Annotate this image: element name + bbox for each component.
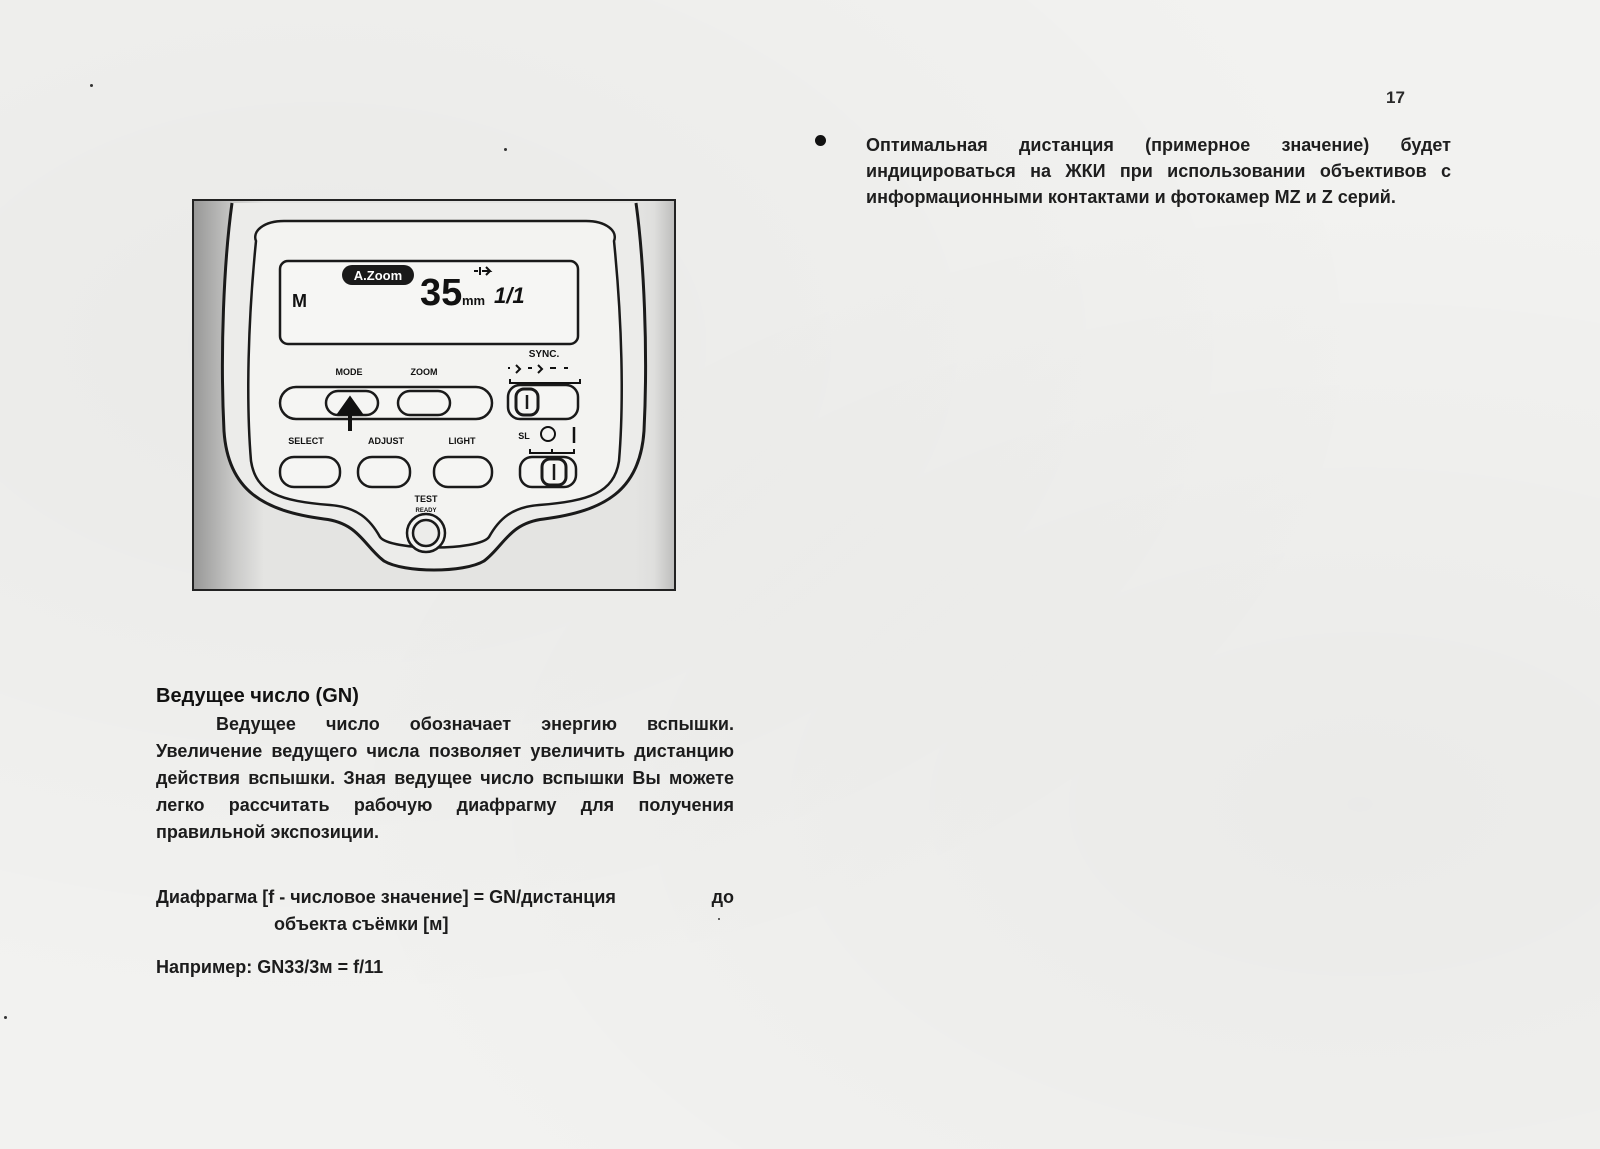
bullet-text: Оптимальная дистанция (примерное значение) будет индицироваться на ЖКИ при использовании объективов с информационными контактами и фотокамер MZ и Z серий. <box>866 135 1451 207</box>
label-light: LIGHT <box>448 436 476 446</box>
lcd-focal-unit: mm <box>462 293 486 308</box>
button-bar-top <box>280 387 492 419</box>
label-zoom: ZOOM <box>410 367 438 377</box>
light-button <box>434 457 492 487</box>
formula-line-2: объекта съёмки [м] <box>274 914 449 934</box>
section-title: Ведущее число (GN) <box>156 685 359 707</box>
test-button-inner <box>413 520 439 546</box>
lcd-focal-length: 35 <box>420 272 463 314</box>
lcd-power-ratio: 1/1 <box>494 283 525 308</box>
formula <box>156 884 734 938</box>
flash-panel-illustration <box>192 199 676 591</box>
zoom-badge-text: A.Zoom <box>353 268 403 283</box>
lcd-mode: M <box>292 291 307 311</box>
label-ready: READY <box>415 508 437 514</box>
flash-panel-drawing <box>194 201 676 591</box>
formula-line-1 <box>156 884 734 911</box>
label-sl: SL <box>518 431 530 441</box>
adjust-button <box>358 457 410 487</box>
select-button <box>280 457 340 487</box>
formula-line-1-right: до <box>711 887 734 907</box>
scan-speck <box>4 1016 7 1019</box>
scan-speck <box>718 918 720 920</box>
scan-speck <box>504 148 507 151</box>
label-select: SELECT <box>288 436 324 446</box>
bullet-icon <box>815 135 826 146</box>
label-sync: SYNC. <box>528 349 560 360</box>
bullet-note <box>815 132 1451 210</box>
scan-speck <box>90 84 93 87</box>
page-number: 17 <box>1386 88 1405 107</box>
formula-line-1-left: Диафрагма [f - числовое значение] = GN/дистанция <box>156 887 616 907</box>
label-adjust: ADJUST <box>367 436 405 446</box>
zoom-button <box>398 391 450 415</box>
section-paragraph: Ведущее число обозначает энергию вспышки. Увеличение ведущего числа позволяет увеличить дистанцию действия вспышки. Зная ведущее число вспышки Вы можете легко рассчитать рабочую диафрагму для получения правильной экспозиции. <box>156 714 734 842</box>
label-test: TEST <box>414 494 438 504</box>
example-line: Например: GN33/3м = f/11 <box>156 957 384 977</box>
label-mode: MODE <box>335 367 363 377</box>
